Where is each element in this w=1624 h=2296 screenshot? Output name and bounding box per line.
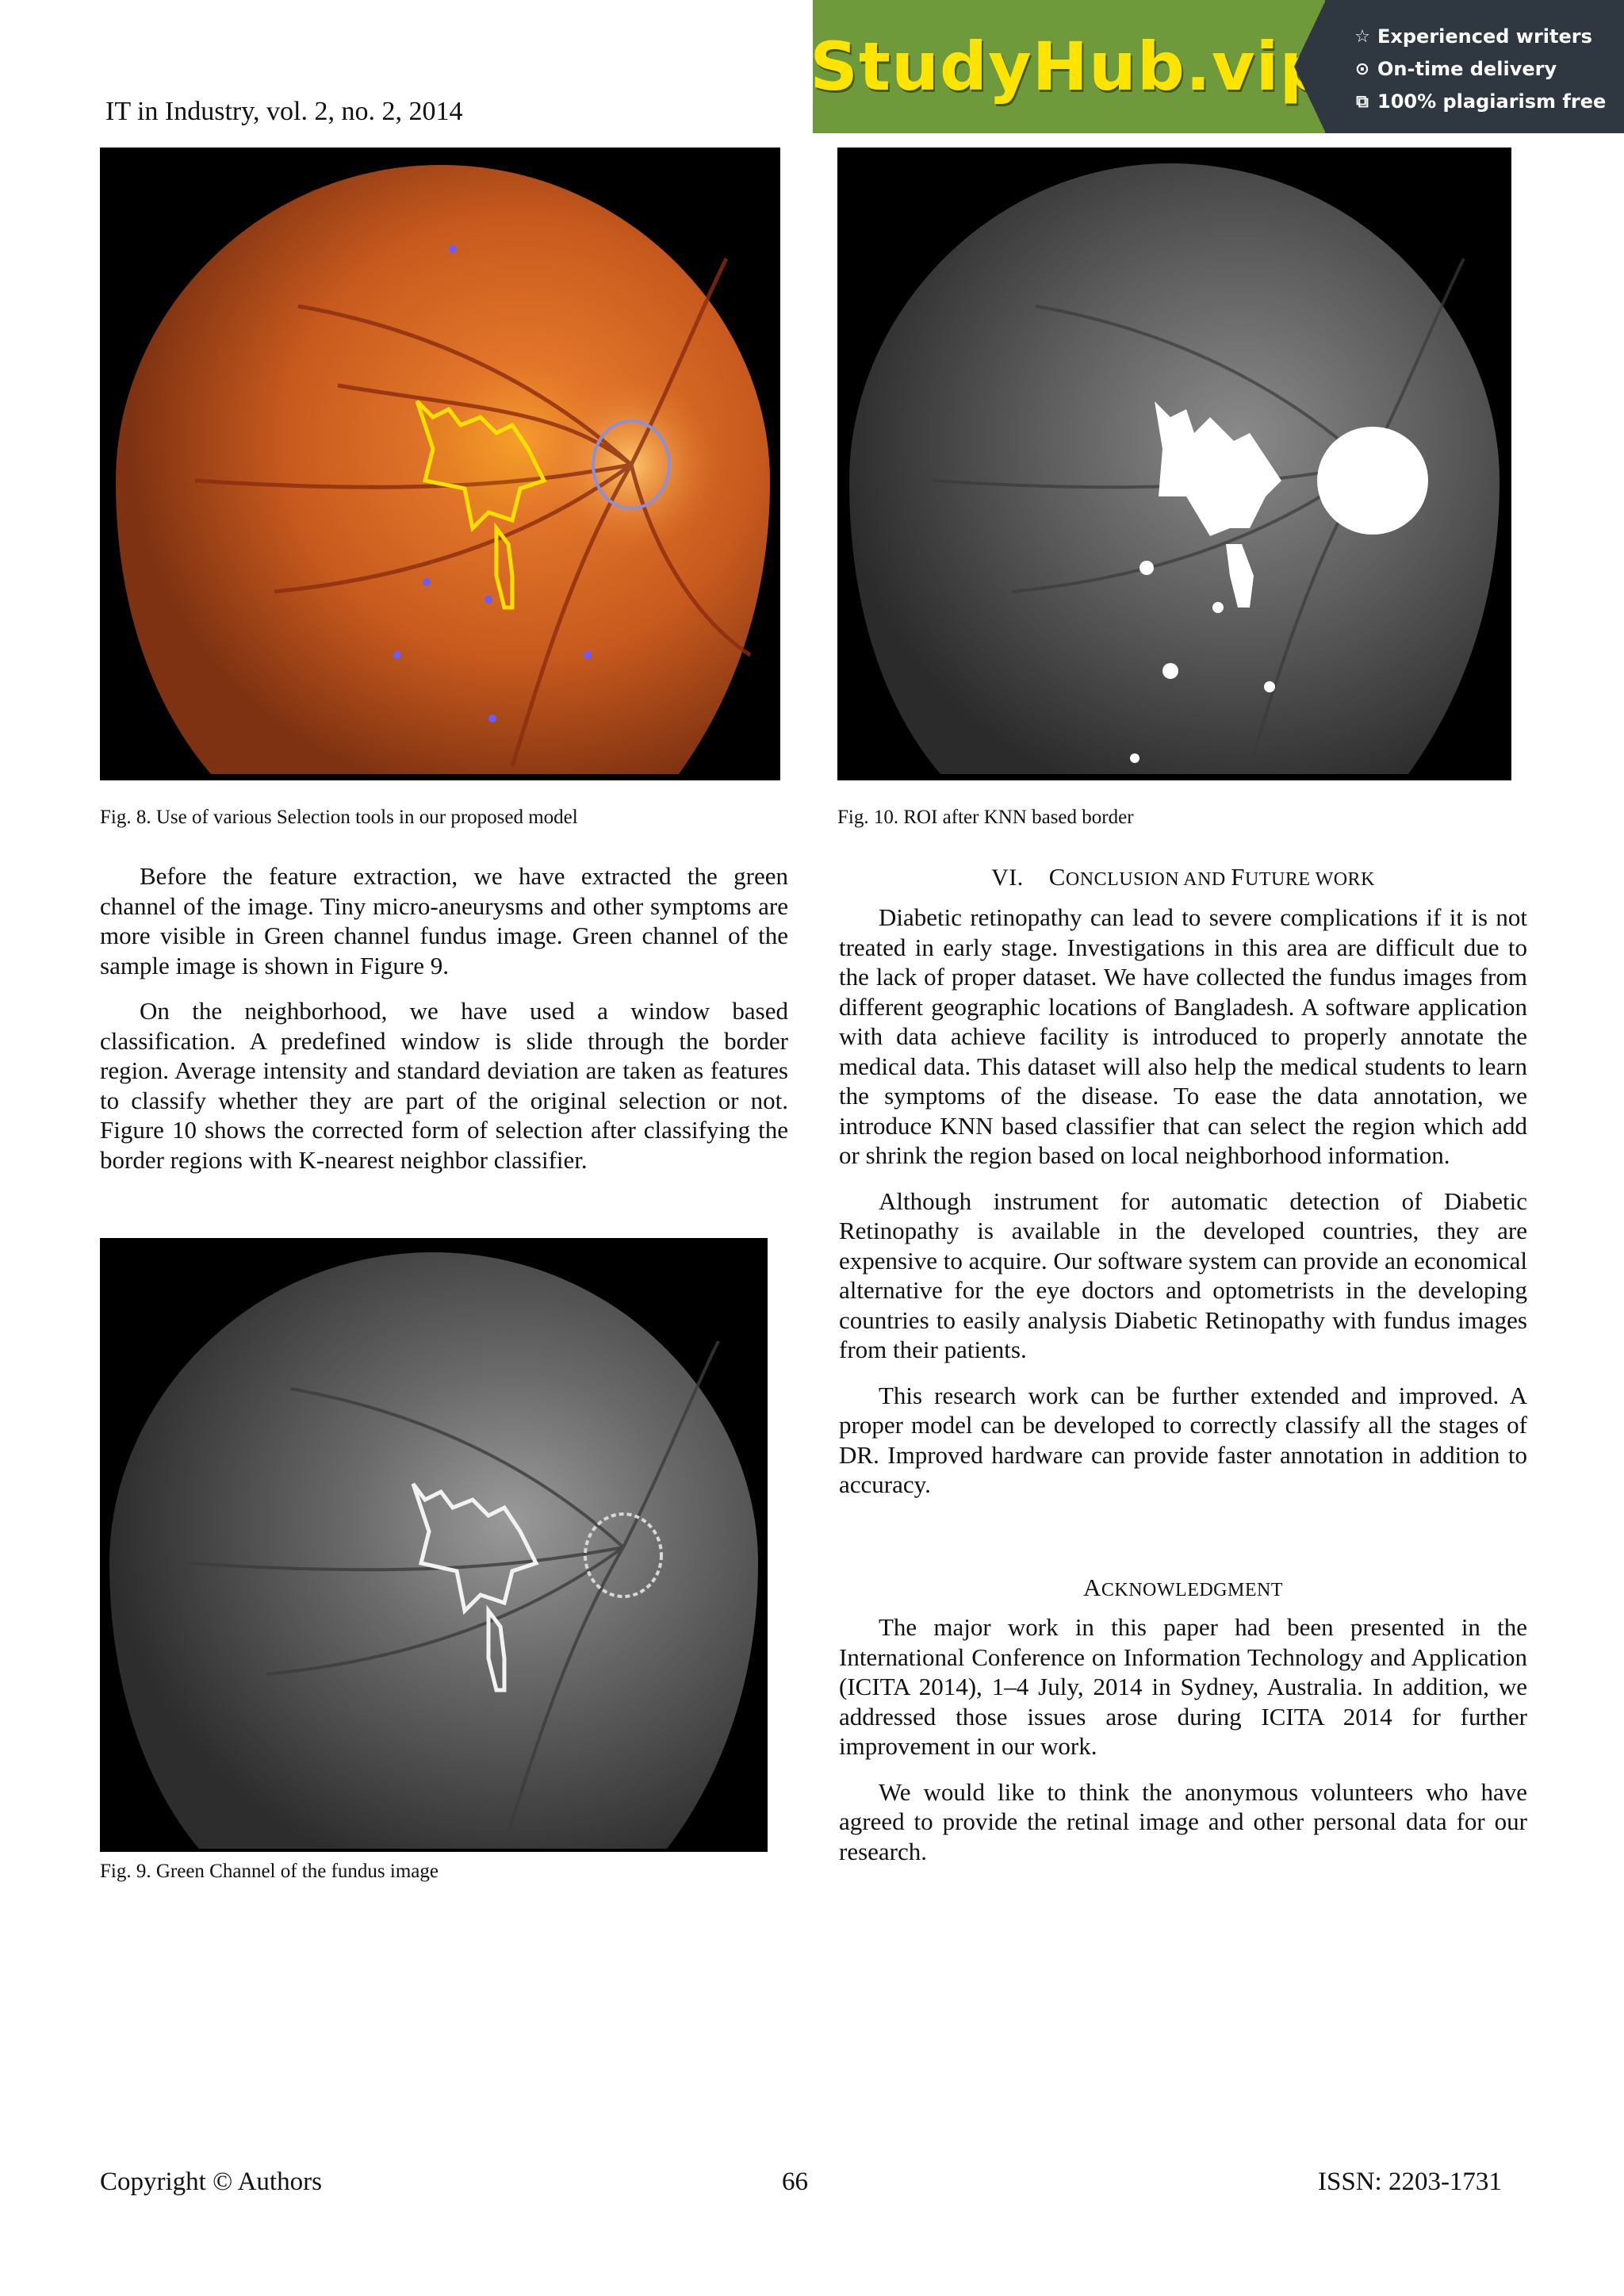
body-paragraph: This research work can be further extended and improved. A proper model can be developed to correctly classify all the stages of DR. Improved hardware can provide faster annotation in addition to accuracy. — [839, 1381, 1527, 1498]
footer-copyright: Copyright © Authors — [100, 2168, 322, 2196]
body-paragraph: We would like to think the anonymous volunteers who have agreed to provide the retinal image and other personal data for our research. — [839, 1777, 1527, 1865]
running-head: IT in Industry, vol. 2, no. 2, 2014 — [105, 97, 463, 126]
banner-logo[interactable]: StudyHub.vip — [810, 28, 1328, 105]
banner-feature-label: Experienced writers — [1377, 25, 1592, 48]
banner-features — [1325, 0, 1624, 133]
fundus-color-image — [100, 148, 780, 780]
left-column-text — [100, 861, 788, 1190]
figure-9-caption: Fig. 9. Green Channel of the fundus image — [100, 1861, 439, 1882]
section-number: VI. — [991, 864, 1024, 891]
conclusion-text — [839, 903, 1527, 1516]
fundus-roi-image — [837, 148, 1511, 780]
acknowledgment-text — [839, 1612, 1527, 1882]
section-heading-acknowledgment: ACKNOWLEDGMENT — [1082, 1573, 1284, 1601]
banner-feature-2 — [1352, 53, 1624, 86]
copy-icon: ⧉ — [1356, 92, 1369, 112]
star-outline-icon: ☆ — [1354, 27, 1370, 47]
banner-feature-label: On-time delivery — [1377, 58, 1557, 80]
body-paragraph: Diabetic retinopathy can lead to severe complications if it is not treated in early stage. Investigations in this area are difficult due to the lack of proper dataset. We have collected the fundus images from different geographic locations of Bangladesh. A software application with data achieve facility is introduced to properly annotate the medical data. This dataset will also help the medical students to learn the symptoms of the disease. To ease the data annotation, we introduce KNN based classifier that can select the region which add or shrink the region based on local neighborhood information. — [839, 903, 1527, 1169]
banner-feature-3 — [1352, 86, 1624, 118]
clock-icon: ⊙ — [1354, 59, 1370, 79]
section-heading-conclusion: VI. CONCLUSION AND FUTURE WORK — [991, 863, 1375, 891]
studyhub-banner[interactable] — [810, 0, 1624, 133]
body-paragraph: On the neighborhood, we have used a window based classification. A predefined window is slide through the border region. Average intensity and standard deviation are taken as features to classify whether they are part of the original selection or not. Figure 10 shows the corrected form of selection after classifying the border regions with K-nearest neighbor classifier. — [100, 997, 788, 1174]
fundus-green-channel-image — [100, 1238, 768, 1852]
figure-8-caption: Fig. 8. Use of various Selection tools in our proposed model — [100, 807, 578, 828]
body-paragraph: Although instrument for automatic detection of Diabetic Retinopathy is available in the developed countries, they are expensive to acquire. Our software system can provide an economical alternative for the eye doctors and optometrists in the developing countries to easily analysis Diabetic Retinopathy with fundus images from their patients. — [839, 1186, 1527, 1363]
figure-10-caption: Fig. 10. ROI after KNN based border — [837, 807, 1134, 828]
figure-8-image — [100, 148, 780, 780]
banner-feature-label: 100% plagiarism free — [1377, 90, 1607, 113]
banner-logo-area[interactable] — [810, 0, 1328, 133]
body-paragraph: Before the feature extraction, we have extracted the green channel of the image. Tiny micro-aneurysms and other symptoms are more visible in Green channel fundus image. Green channel of the sample image is shown in Figure 9. — [100, 862, 788, 979]
figure-9-image — [100, 1238, 768, 1852]
banner-feature-1 — [1352, 21, 1624, 53]
footer-issn: ISSN: 2203-1731 — [1318, 2168, 1502, 2196]
figure-10-image — [837, 148, 1511, 780]
body-paragraph: The major work in this paper had been presented in the International Conference on Information Technology and Application (ICITA 2014), 1–4 July, 2014 in Sydney, Australia. In addition, we addressed those issues arose during ICITA 2014 for further improvement in our work. — [839, 1613, 1527, 1760]
footer-page-number: 66 — [782, 2168, 808, 2196]
